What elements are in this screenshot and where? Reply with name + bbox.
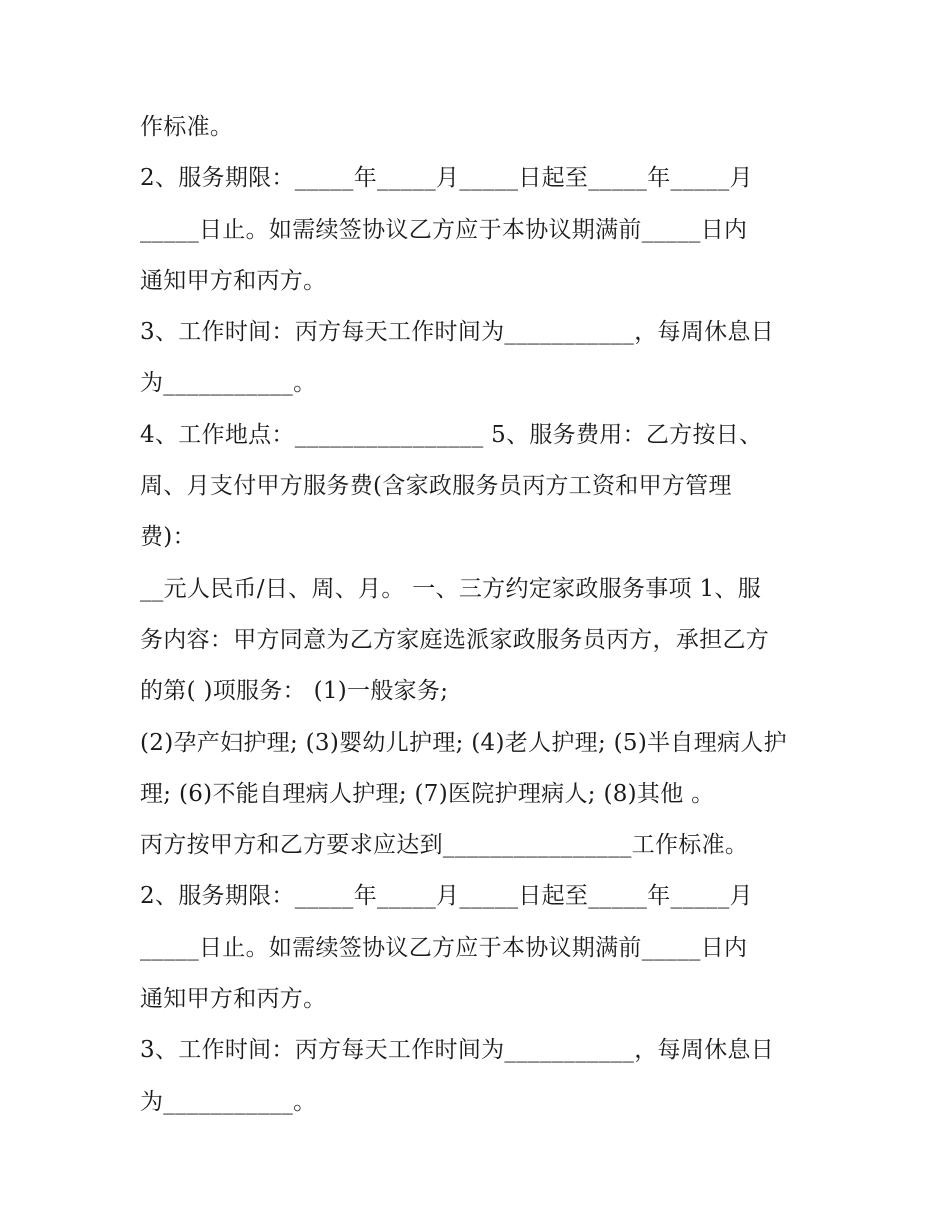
text-line: 作标准。 — [140, 114, 234, 140]
text-line: 3、工作时间：丙方每天工作时间为___________，每周休息日 — [140, 319, 775, 346]
text-line: 为___________。 — [140, 1088, 317, 1115]
text-line: 3、工作时间：丙方每天工作时间为___________，每周休息日 — [140, 1037, 775, 1064]
text-line: _____日止。如需续签协议乙方应于本协议期满前_____日内 — [140, 216, 748, 243]
document-body — [140, 102, 820, 1128]
text-line: 理; (6)不能自理病人护理; (7)医院护理病人; (8)其他 。 — [140, 780, 715, 807]
text-line: 2、服务期限：_____年_____月_____日起至_____年_____月 — [140, 165, 753, 192]
text-line: 通知甲方和丙方。 — [140, 986, 327, 1013]
text-line: 4、工作地点：________________ 5、服务费用：乙方按日、 — [140, 421, 763, 448]
text-line: 为___________。 — [140, 370, 317, 397]
text-line: 的第( )项服务： (1)一般家务; — [140, 678, 449, 705]
text-line: _____日止。如需续签协议乙方应于本协议期满前_____日内 — [140, 934, 748, 961]
text-line: 2、服务期限：_____年_____月_____日起至_____年_____月 — [140, 883, 753, 910]
text-line: 务内容：甲方同意为乙方家庭选派家政服务员丙方，承担乙方 — [140, 626, 770, 653]
text-line: 费)： — [140, 524, 196, 551]
text-line: (2)孕产妇护理; (3)婴幼儿护理; (4)老人护理; (5)半自理病人护 — [140, 729, 787, 756]
text-line: 周、月支付甲方服务费(含家政服务员丙方工资和甲方管理 — [140, 473, 732, 500]
text-line: 通知甲方和丙方。 — [140, 267, 327, 294]
text-line: 丙方按甲方和乙方要求应达到________________工作标准。 — [140, 832, 749, 859]
text-line: __元人民币/日、周、月。 一、三方约定家政服务事项 1、服 — [140, 575, 762, 602]
